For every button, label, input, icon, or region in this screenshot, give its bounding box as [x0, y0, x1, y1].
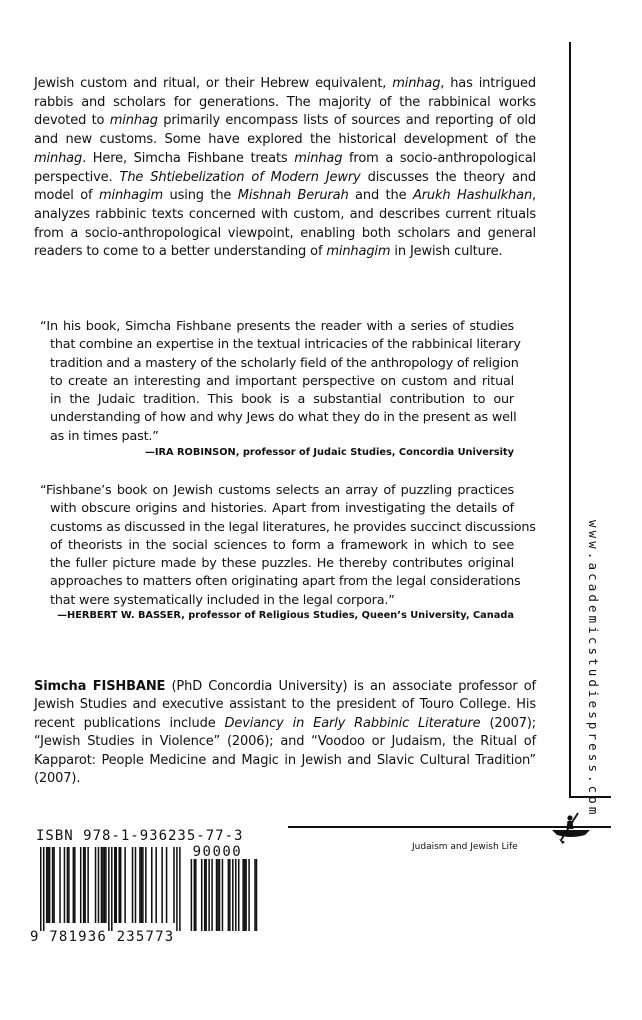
barcode-bar [83, 847, 85, 923]
barcode-bar [141, 847, 143, 923]
barcode-bar [118, 847, 120, 923]
barcode-bar [101, 847, 103, 923]
quote-line: to create an interesting and important perspective on custom and ritual [50, 373, 514, 389]
barcode-bar [166, 847, 168, 923]
barcode-bar [151, 847, 153, 923]
description-blurb [34, 75, 536, 262]
blurb-run: in Jewish culture. [390, 244, 503, 260]
barcode-bar [124, 847, 126, 923]
barcode-bar [111, 847, 113, 931]
vertical-rule [569, 42, 571, 798]
barcode-bar [52, 847, 54, 923]
barcode-addon-bar [248, 859, 250, 931]
barcode-bar [80, 847, 82, 923]
barcode-bar [98, 847, 100, 923]
author-name: Simcha FISHBANE [34, 679, 166, 694]
barcode-addon-bar [211, 859, 213, 931]
barcode-bar [95, 847, 97, 923]
barcode-bar [49, 847, 51, 923]
boat-rower-icon [548, 810, 594, 850]
blurb-run: primarily encompass lists of sources and reporting of old and new customs. Some have explored the historical development of the [34, 113, 536, 148]
barcode-addon-bar [191, 859, 193, 931]
blurb-run: using the [163, 188, 238, 204]
barcode-bar [43, 847, 45, 931]
barcode-addon-bar [195, 859, 197, 931]
blurb-run: . Here, Simcha Fishbane treats [82, 150, 295, 166]
quote-line: “Fishbane’s book on Jewish customs selects an array of puzzling practices [40, 483, 514, 498]
barcode-addon-bar [235, 859, 237, 931]
quote-line: customs as discussed in the legal literatures, he provides succinct discussions [50, 519, 536, 535]
barcode-bar [40, 847, 42, 931]
blurb-run: Arukh Hashulkhan [412, 188, 533, 204]
barcode-addon-bar [194, 859, 196, 931]
barcode-bar [46, 847, 48, 923]
quote-line: understanding of how and why Jews do what they do in the present as well [50, 410, 517, 426]
barcode-bar [139, 847, 141, 923]
barcode-addon-bar [244, 859, 246, 931]
barcode-bar [73, 847, 75, 923]
quote-line: approaches to matters often originating apart from the legal considerations [50, 574, 521, 590]
blurb-run: minhag [109, 113, 158, 129]
barcode-addon-bar [219, 859, 221, 931]
quote-line: that combine an expertise in the textual intricacies of the rabbinical literary [50, 337, 521, 353]
blurb-run: minhagim [326, 244, 391, 260]
barcode-addon-bar [217, 859, 219, 931]
blurb-run: minhag [34, 150, 83, 166]
blurb-run: Mishnah Berurah [237, 188, 349, 204]
barcode-bar [114, 847, 116, 923]
barcode-addon-bar [256, 859, 258, 931]
barcode-addon-bar [205, 859, 207, 931]
author-bio [34, 678, 536, 788]
barcode-addon-bar [245, 859, 247, 931]
blurb-run: discusses the theory and model of [34, 169, 536, 204]
barcode-addon-bar [201, 859, 203, 931]
blurb-run: The Shtiebelization of Modern Jewry [119, 169, 361, 185]
quote-line: with obscure origins and histories. Apart from investigating the details of [50, 501, 514, 517]
barcode-addon-bar [229, 859, 231, 931]
barcode-bar [176, 847, 178, 931]
barcode-bar [87, 847, 89, 923]
barcode-bar [142, 847, 144, 923]
quote-line: that were systematically included in the legal corpora.” [50, 592, 395, 608]
blurb-run: , analyzes rabbinic texts concerned with custom, and describes current rituals from a socio-anthropological viewpoint, enabling both scholars and general readers to come to a better understanding of [34, 188, 537, 260]
barcode-bar [132, 847, 134, 923]
barcode-bar [53, 847, 55, 923]
blurb-run: Jewish custom and ritual, or their Hebrew equivalent, [34, 76, 393, 91]
quote-attribution-robinson: —IRA ROBINSON, professor of Judaic Studies, Concordia University [145, 447, 514, 458]
barcode-bar [64, 847, 66, 923]
barcode-bar [179, 847, 181, 931]
barcode-bar [155, 847, 157, 923]
quote-line: the fuller picture made by these puzzles. He thereby contributes original [50, 556, 514, 572]
quote-line: “In his book, Simcha Fishbane presents the reader with a series of studies [40, 319, 514, 334]
publisher-url: www.academicstudiespress.com [586, 520, 601, 818]
review-quote-robinson [40, 318, 521, 446]
barcode-bar [120, 847, 122, 923]
quote-line: in the Judaic tradition. This book is a substantial contribution to our [50, 392, 514, 408]
barcode-bar [104, 847, 106, 923]
barcode-bar [59, 847, 61, 923]
barcode-addon-bar [208, 859, 210, 931]
bio-run: Deviancy in Early Rabbinic Literature [224, 715, 481, 731]
barcode-bar [108, 847, 110, 931]
barcode-addon-bar [222, 859, 224, 931]
barcode-bar [105, 847, 107, 923]
barcode-bar [161, 847, 163, 923]
barcode-bar [47, 847, 49, 923]
review-quote-basser [40, 482, 536, 610]
isbn-barcode [28, 843, 258, 945]
blurb-run: minhagim [98, 188, 164, 204]
blurb-run: , has intrigued rabbis and scholars for generations. The majority of the rabbinical works devoted to [34, 76, 536, 129]
barcode-bar [67, 847, 69, 923]
quote-attribution-basser: —HERBERT W. BASSER, professor of Religious Studies, Queen’s University, Canada [57, 610, 514, 621]
blurb-run: minhag [392, 76, 441, 91]
barcode-bar [84, 847, 86, 923]
barcode-bar [145, 847, 147, 923]
barcode-addon-bar [242, 859, 244, 931]
quote-line: as in times past.” [50, 428, 159, 444]
barcode-bar [115, 847, 117, 923]
blurb-run: and the [348, 188, 413, 204]
barcode-price-code: 90000 [192, 844, 243, 860]
isbn-label: ISBN 978-1-936235-77-3 [36, 828, 244, 844]
barcode-digits: 9 781936 235773 [30, 929, 175, 945]
barcode-bar [173, 847, 175, 923]
barcode-addon-bar [216, 859, 218, 931]
barcode-addon-bar [204, 859, 206, 931]
blurb-run: minhag [294, 150, 343, 166]
barcode-bar [135, 847, 137, 923]
barcode-addon-bar [232, 859, 234, 931]
series-label: Judaism and Jewish Life [412, 842, 518, 852]
barcode-bar [102, 847, 104, 923]
bio-run: (PhD Concordia University) is an associate professor of Jewish Studies and executive assistant to the president of Touro College. His recent publications include [34, 679, 536, 731]
quote-line: tradition and a mastery of the scholarly field of the anthropology of religion [50, 355, 519, 371]
blurb-run: from a socio-anthropological perspective. [34, 150, 536, 185]
quote-line: of theorists in the social sciences to form a framework in which to see [50, 537, 514, 553]
barcode-addon-bar [228, 859, 230, 931]
barcode-addon-bar [254, 859, 256, 931]
barcode-addon-bar [238, 859, 240, 931]
barcode-bar [68, 847, 70, 923]
barcode-bar [74, 847, 76, 923]
bio-run: (2007); “Jewish Studies in Violence” (2006); and “Voodoo or Judaism, the Ritual of Kapparot: People Medicine and Magic in Jewish and Slavic Cultural Tradition” (2007). [34, 715, 536, 787]
